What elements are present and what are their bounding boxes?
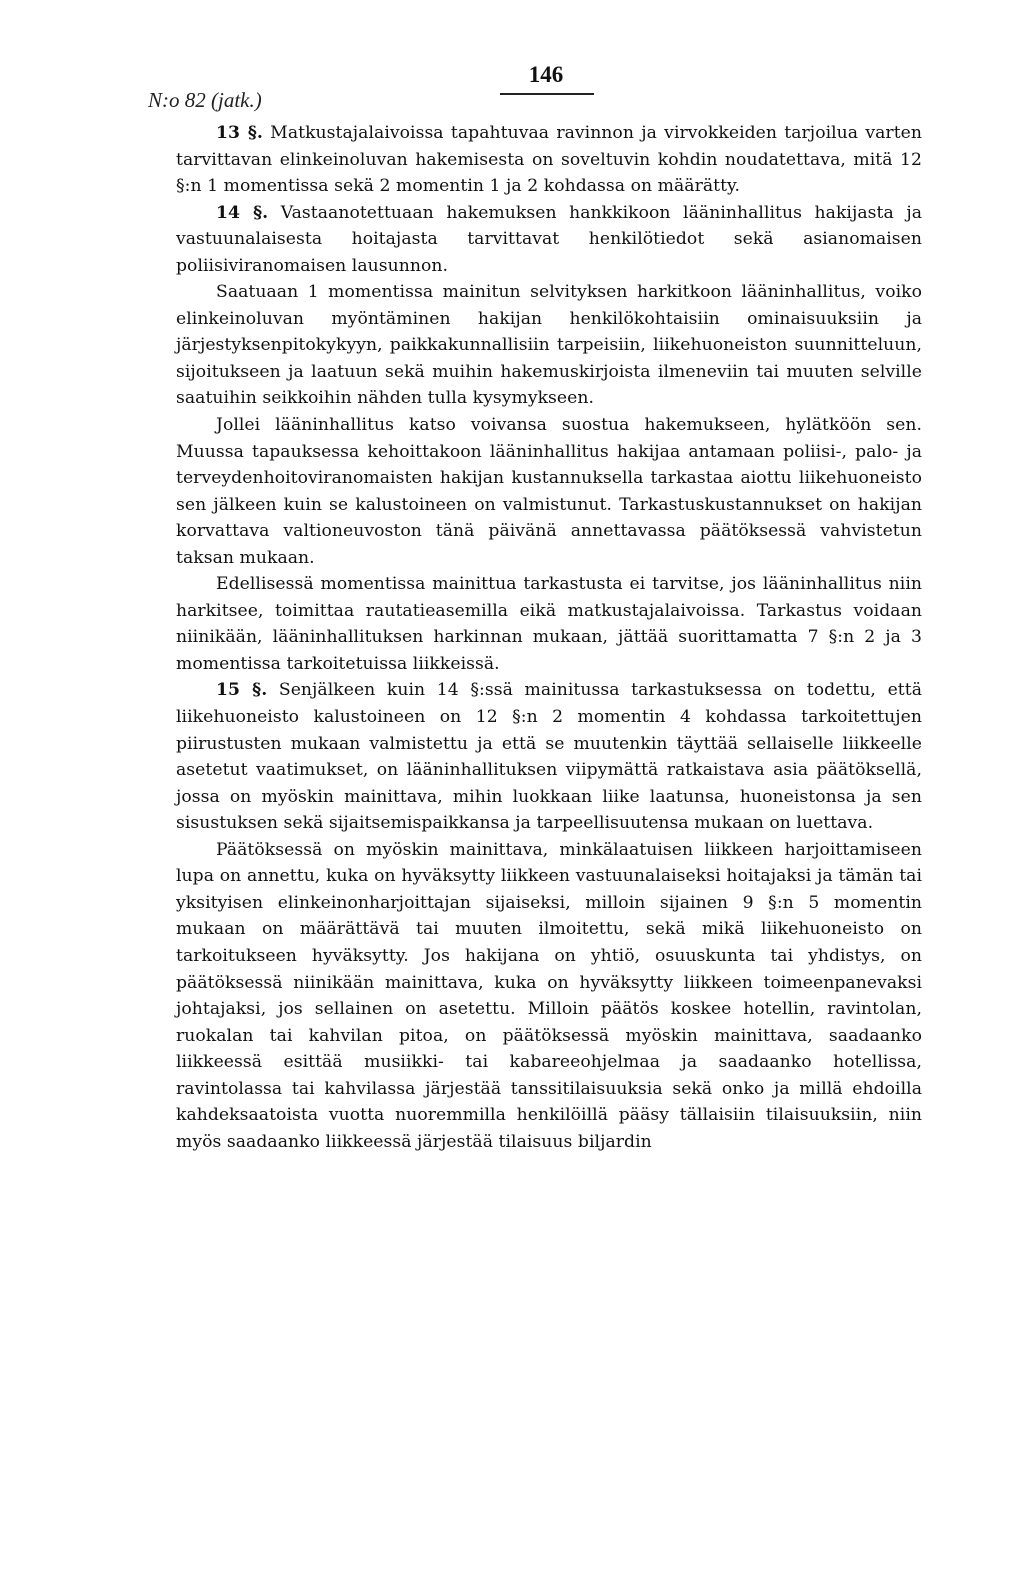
section-number: 14 §.	[216, 202, 269, 223]
page-number: 146	[528, 62, 564, 87]
paragraph-text: Edellisessä momentissa mainittua tarkastusta ei tarvitse, jos lääninhallitus niin harkitsee, toimittaa rautatieasemilla eikä matkustajalaivoissa. Tarkastus voidaan niinikään, lääninhallituksen harkinnan mukaan, jättää suorittamatta 7 §:n 2 ja 3 momentissa tarkoitetuissa liikkeissä.	[176, 574, 922, 674]
paragraph-text: Senjälkeen kuin 14 §:ssä mainitussa tarkastuksessa on todettu, että liikehuoneisto kalustoineen on 12 §:n 2 momentin 4 kohdassa tarkoitettujen piirustusten mukaan valmistettu ja että se muutenkin täyttää sellaiselle liikkeelle asetetut vaatimukset, on lääninhallituksen viipymättä ratkaistava asia päätöksellä, jossa on myöskin mainittava, mihin luokkaan liike laatunsa, huoneistonsa ja sen sisustuksen sekä sijaitsemispaikkansa ja tarpeellisuutensa mukaan on luettava.	[176, 680, 923, 834]
paragraph	[176, 677, 922, 836]
paragraph-text: Jollei lääninhallitus katso voivansa suostua hakemukseen, hylätköön sen. Muussa tapauksessa kehoittakoon lääninhallitus hakijaa antamaan poliisi-, palo- ja terveydenhoitoviranomaisten hakijan kustannuksella tarkastaa aiottu liikehuoneisto sen jälkeen kuin se kalustoineen on valmistunut. Tarkastuskustannukset on hakijan korvattava valtioneuvoston tänä päivänä annettavassa päätöksessä vahvistetun taksan mukaan.	[176, 415, 922, 568]
paragraph-text: Päätöksessä on myöskin mainittava, minkälaatuisen liikkeen harjoittamiseen lupa on annettu, kuka on hyväksytty liikkeen vastuunalaiseksi hoitajaksi ja tämän tai yksityisen elinkeinonharjoittajan sijaiseksi, milloin sijainen 9 §:n 5 momentin mukaan on määrättävä tai muuten ilmoitettu, sekä mikä liikehuoneisto on tarkoitukseen hyväksytty. Jos hakijana on yhtiö, osuuskunta tai yhdistys, on päätöksessä niinikään mainittava, kuka on hyväksytty liikkeen toimeenpanevaksi johtajaksi, jos sellainen on asetettu. Milloin päätös koskee hotellin, ravintolan, ruokalan tai kahvilan pitoa, on päätöksessä myöskin mainittava, saadaanko liikkeessä esittää musiikki- tai kabareeohjelmaa ja saadaanko hotellissa, ravintolassa tai kahvilassa järjestää tanssitilaisuuksia sekä onko ja millä ehdoilla kahdeksaatoista vuotta nuoremmilla henkilöillä pääsy tällaisiin tilaisuuksiin, niin myös saadaanko liikkeessä järjestää tilaisuus biljardin	[176, 839, 922, 1152]
paragraph-text: Vastaanotettuaan hakemuksen hankkikoon lääninhallitus hakijasta ja vastuunalaisesta hoitajasta tarvittavat henkilötiedot sekä asianomaisen poliisiviranomaisen lausunnon.	[176, 202, 922, 276]
act-reference: N:o 82 (jatk.)	[148, 88, 262, 112]
header-rule	[500, 93, 594, 95]
section-number: 13 §.	[216, 123, 263, 143]
paragraph	[176, 200, 922, 280]
paragraph	[176, 120, 922, 200]
body-text	[176, 120, 922, 1155]
paragraph	[176, 279, 922, 412]
section-number: 15 §.	[216, 680, 268, 701]
paragraph	[176, 571, 922, 677]
paragraph-text: Saatuaan 1 momentissa mainitun selvityksen harkitkoon lääninhallitus, voiko elinkeinoluvan myöntäminen hakijan henkilökohtaisiin ominaisuuksiin ja järjestyksenpitokykyyn, paikkakunnallisiin tarpeisiin, liikehuoneiston suunnitteluun, sijoitukseen ja laatuun sekä muihin hakemuskirjoista ilmeneviin tai muuten selville saatuihin seikkoihin nähden tulla kysymykseen.	[176, 282, 922, 409]
paragraph	[176, 412, 922, 571]
paragraph	[176, 837, 922, 1156]
paragraph-text: Matkustajalaivoissa tapahtuvaa ravinnon ja virvokkeiden tarjoilua varten tarvittavan elinkeinoluvan hakemisesta on soveltuvin kohdin noudatettava, mitä 12 §:n 1 momentissa sekä 2 momentin 1 ja 2 kohdassa on määrätty.	[176, 123, 922, 197]
